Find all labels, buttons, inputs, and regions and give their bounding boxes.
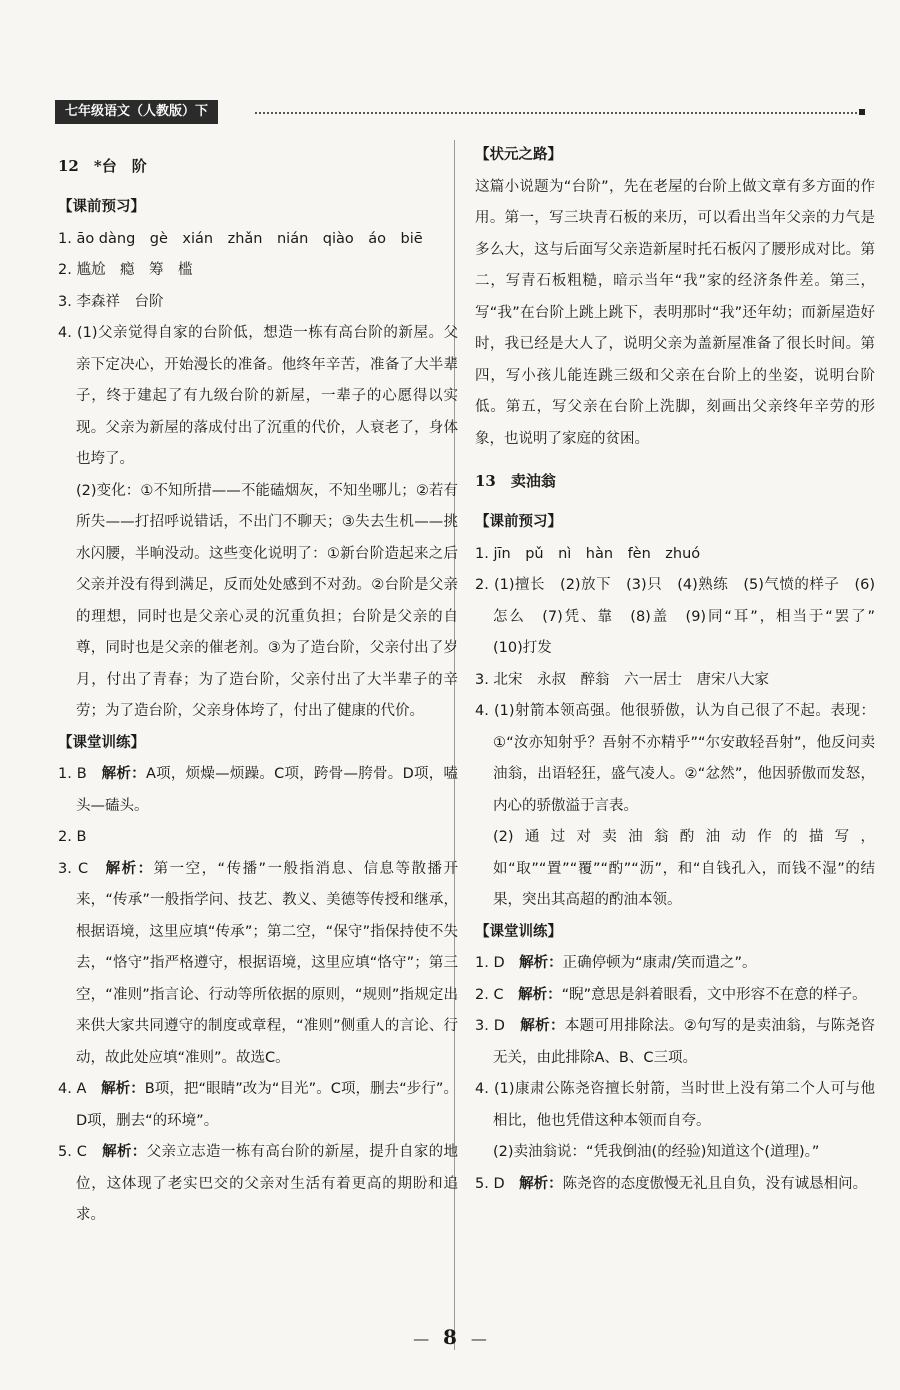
- right-pre-item-3: 3. 北宋 永叔 醉翁 六一居士 唐宋八大家: [475, 671, 769, 688]
- right-pre-item-4: 4. (1)射箭本领高强。他很骄傲，认为自己很了不起。表现：①“汝亦知射乎？吾射不亦精乎”“尔安敢轻吾射”，他反问卖油翁，出语轻狂，盛气凌人。②“忿然”，他因骄傲而发怒，内心的骄傲溢于言表。: [475, 703, 875, 814]
- right-pre-heading: 【课前预习】: [475, 514, 562, 530]
- left-class-heading: 【课堂训练】: [58, 734, 145, 751]
- left-pre-item-4: 4. (1)父亲觉得自家的台阶低，想造一栋有高台阶的新屋。父亲下定决心，开始漫长的准备。他终年辛苦，准备了大半辈子，终于建起了有九级台阶的新屋，一辈子的心愿得以实现。父亲为新屋的落成付出了沉重的代价，人衰老了，身体也垮了。: [58, 325, 458, 467]
- page-header: [55, 100, 865, 126]
- right-pre-item-2: 2. (1)擅长 (2)放下 (3)只 (4)熟练 (5)气愤的样子 (6)怎么 (7)凭、靠 (8)盖 (9)同“耳”，相当于“罢了” (10)打发: [475, 577, 890, 656]
- right-pre-item-1: 1. jīn pǔ nì hàn fèn zhuó: [475, 545, 701, 562]
- right-class-item-3: 3. D 解析：本题可用排除法。②句写的是卖油翁，与陈尧咨无关，由此排除A、B、C三项。: [475, 1018, 876, 1066]
- right-class-item-5: 5. D 解析：陈尧咨的态度傲慢无礼且自负，没有诚恳相问。: [475, 1175, 868, 1192]
- right-class-item-1: 1. D 解析：正确停顿为“康肃/笑而遣之”。: [475, 955, 757, 971]
- right-class-item-4b: (2)卖油翁说：“凭我倒油(的经验)知道这个(道理)。”: [493, 1144, 820, 1160]
- left-pre-item-2: 2. 尴尬 瘾 筹 槛: [58, 262, 193, 278]
- page-number: — 8 —: [413, 1325, 487, 1349]
- left-column: [58, 140, 458, 1232]
- left-class-item-3: 3. C 解析：第一空，“传播”一般指消息、信息等散播开来，“传承”一般指学问、技艺、教义、美德等传授和继承，根据语境，这里应填“传承”；第二空，“保守”指保持使不失去，“恪守”指严格遵守，根据语境，这里应填“恪守”；第三空，“准则”指言论、行动等所依据的原则，“规则”指规定出来供大家共同遵守的制度或章程，“准则”侧重人的言论、行动，故此处应填“准则”。故选C。: [58, 860, 459, 1066]
- left-pre-item-1: 1. āo dàng gè xián zhǎn nián qiào áo biē: [58, 230, 423, 247]
- left-class-item-4: 4. A 解析：B项，把“眼睛”改为“目光”。C项，删去“步行”。D项，删去“的环境”。: [58, 1081, 458, 1129]
- header-dotted-rule: [255, 112, 865, 114]
- road-text: 这篇小说题为“台阶”，先在老屋的台阶上做文章有多方面的作用。第一，写三块青石板的来历，可以看出当年父亲的力气是多么大，这与后面写父亲造新屋时托石板闪了腰形成对比。第二，写青石板粗糙，暗示当年“我”家的经济条件差。第三，写“我”在台阶上跳上跳下，表明那时“我”还年幼；而新屋造好时，我已经是大人了，说明父亲为盖新屋准备了很长时间。第四，写小孩儿能连跳三级和父亲在台阶上的坐姿，说明台阶低。第五，写父亲在台阶上洗脚，刻画出父亲终年辛劳的形象，也说明了家庭的贫困。: [475, 178, 875, 447]
- lesson-13-title: 13 卖油翁: [475, 472, 556, 490]
- right-column: [475, 140, 890, 1200]
- left-pre-heading: 【课前预习】: [58, 199, 145, 215]
- lesson-12-title: 12 *台 阶: [58, 157, 147, 175]
- left-pre-item-3: 3. 李森祥 台阶: [58, 293, 164, 310]
- left-class-item-2: 2. B: [58, 829, 87, 845]
- book-title: 七年级语文（人教版）下: [55, 100, 218, 124]
- left-class-item-1: 1. B 解析：A项，烦燥—烦躁。C项，跨骨—胯骨。D项，嗑头—磕头。: [58, 766, 458, 814]
- right-pre-item-4b: (2)通过对卖油翁酌油动作的描写，如“取”“置”“覆”“酌”“沥”，和“自钱孔入，而钱不湿”的结果，突出其高超的酌油本领。: [493, 829, 875, 908]
- right-class-heading: 【课堂训练】: [475, 923, 562, 940]
- left-class-item-5: 5. C 解析：父亲立志造一栋有高台阶的新屋，提升自家的地位，这体现了老实巴交的父亲对生活有着更高的期盼和追求。: [58, 1144, 459, 1223]
- right-class-item-2: 2. C 解析：“睨”意思是斜着眼看，文中形容不在意的样子。: [475, 986, 867, 1003]
- right-class-item-4: 4. (1)康肃公陈尧咨擅长射箭，当时世上没有第二个人可与他相比，他也凭借这种本领而自夸。: [475, 1081, 876, 1129]
- header-square-mark: [859, 109, 865, 115]
- road-heading: 【状元之路】: [475, 147, 562, 163]
- left-pre-item-4b: (2)变化：①不知所措——不能磕烟灰，不知坐哪儿；②若有所失——打招呼说错话，不出门不聊天；③失去生机——挑水闪腰，半晌没动。这些变化说明了：①新台阶造起来之后父亲并没有得到满足，反而处处感到不对劲。②台阶是父亲的理想，同时也是父亲心灵的沉重负担；台阶是父亲的自尊，同时也是父亲的催老剂。③为了造台阶，父亲付出了岁月，付出了青春；为了造台阶，父亲付出了大半辈子的辛劳；为了造台阶，父亲身体垮了，付出了健康的代价。: [76, 482, 458, 719]
